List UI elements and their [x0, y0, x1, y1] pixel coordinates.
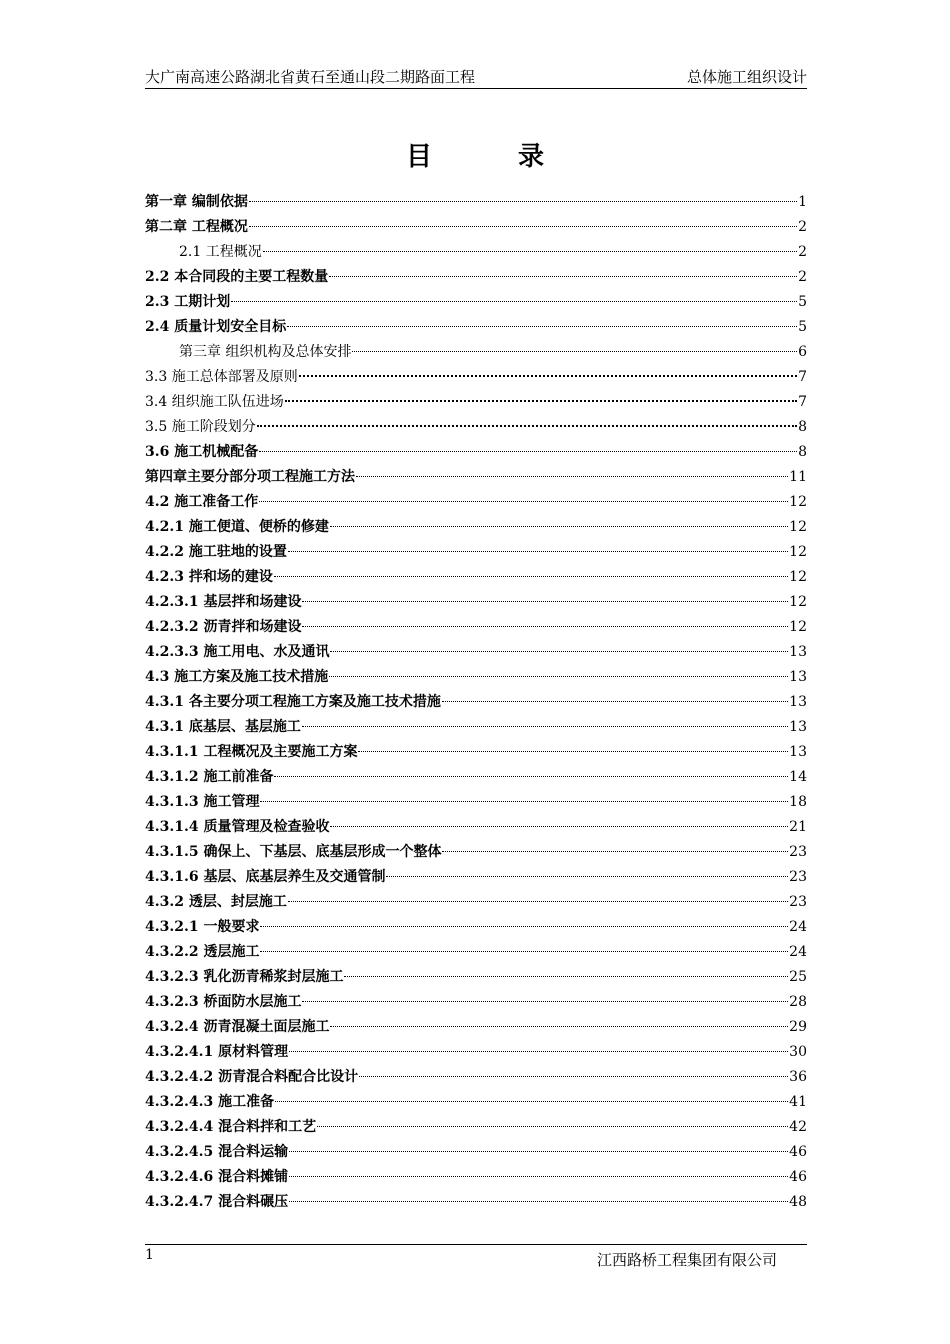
- header-document-type: 总体施工组织设计: [686, 68, 807, 86]
- toc-entry-page: 23: [789, 844, 807, 860]
- toc-entry-label: 3.4 组织施工队伍进场: [145, 394, 284, 410]
- toc-dot-leader: [329, 276, 797, 277]
- toc-dot-leader: [263, 251, 797, 252]
- toc-entry[interactable]: [145, 815, 807, 840]
- toc-entry[interactable]: [145, 265, 807, 290]
- toc-dot-leader: [358, 751, 788, 752]
- toc-entry-label: 第四章主要分部分项工程施工方法: [145, 469, 355, 485]
- toc-entry-page: 12: [789, 494, 807, 510]
- toc-dot-leader: [356, 476, 788, 477]
- toc-entry[interactable]: [145, 565, 807, 590]
- toc-entry-label: 4.2.3.2 沥青拌和场建设: [145, 619, 302, 635]
- toc-entry-page: 7: [798, 394, 807, 410]
- toc-dot-leader: [317, 1126, 788, 1127]
- toc-entry[interactable]: [145, 790, 807, 815]
- toc-entry[interactable]: [145, 1015, 807, 1040]
- toc-dot-leader: [275, 1101, 788, 1102]
- toc-dot-leader: [274, 776, 788, 777]
- toc-dot-leader: [329, 676, 788, 677]
- toc-entry-page: 12: [789, 519, 807, 535]
- toc-entry-label: 4.3.2.4.2 沥青混合料配合比设计: [145, 1069, 359, 1085]
- toc-dot-leader: [344, 976, 788, 977]
- toc-dot-leader: [288, 551, 788, 552]
- toc-entry-page: 14: [789, 769, 807, 785]
- toc-dot-leader: [260, 926, 788, 927]
- toc-entry-label: 4.3.2.3 桥面防水层施工: [145, 994, 302, 1010]
- toc-entry[interactable]: [145, 1165, 807, 1190]
- toc-entry[interactable]: [145, 365, 807, 390]
- toc-entry[interactable]: [145, 765, 807, 790]
- toc-entry-page: 24: [789, 944, 807, 960]
- footer-company-name: 江西路桥工程集团有限公司: [596, 1251, 777, 1269]
- toc-entry[interactable]: [145, 1115, 807, 1140]
- toc-entry-page: 12: [789, 544, 807, 560]
- toc-entry-page: 2: [798, 219, 807, 235]
- toc-entry[interactable]: [145, 965, 807, 990]
- toc-dot-leader: [330, 651, 788, 652]
- toc-dot-leader: [259, 451, 797, 452]
- toc-entry-label: 4.3.2.4.5 混合料运输: [145, 1144, 289, 1160]
- toc-entry-page: 13: [789, 644, 807, 660]
- toc-entry[interactable]: [145, 290, 807, 315]
- toc-dot-leader: [302, 1001, 788, 1002]
- toc-entry-label: 4.3.1.3 施工管理: [145, 794, 260, 810]
- toc-entry[interactable]: [145, 1190, 807, 1215]
- toc-entry-label: 4.3.1 底基层、基层施工: [145, 719, 301, 735]
- toc-dot-leader: [289, 1176, 788, 1177]
- toc-entry-label: 4.3.1 各主要分项工程施工方案及施工技术措施: [145, 694, 441, 710]
- toc-entry-label: 4.3.1.4 质量管理及检查验收: [145, 819, 330, 835]
- toc-entry[interactable]: [145, 340, 807, 365]
- toc-dot-leader: [330, 826, 788, 827]
- toc-entry[interactable]: [145, 465, 807, 490]
- toc-entry-page: 13: [789, 694, 807, 710]
- toc-entry-page: 18: [789, 794, 807, 810]
- toc-entry-page: 5: [798, 319, 807, 335]
- toc-dot-leader: [287, 326, 797, 327]
- toc-entry[interactable]: [145, 515, 807, 540]
- toc-dot-leader: [249, 226, 797, 227]
- toc-entry[interactable]: [145, 190, 807, 215]
- toc-entry[interactable]: [145, 315, 807, 340]
- toc-entry-page: 8: [798, 444, 807, 460]
- toc-entry[interactable]: [145, 415, 807, 440]
- toc-entry-page: 28: [789, 994, 807, 1010]
- toc-entry[interactable]: [145, 665, 807, 690]
- toc-entry-page: 23: [789, 894, 807, 910]
- toc-entry[interactable]: [145, 215, 807, 240]
- toc-dot-leader: [289, 1051, 788, 1052]
- toc-entry-label: 3.5 施工阶段划分: [145, 419, 256, 435]
- toc-entry[interactable]: [145, 615, 807, 640]
- toc-entry[interactable]: [145, 490, 807, 515]
- table-of-contents: [145, 190, 807, 1215]
- toc-entry[interactable]: [145, 540, 807, 565]
- toc-entry-label: 4.3.1.5 确保上、下基层、底基层形成一个整体: [145, 844, 442, 860]
- toc-entry-label: 4.3.2.4 沥青混凝土面层施工: [145, 1019, 330, 1035]
- toc-entry-page: 12: [789, 569, 807, 585]
- toc-entry-label: 3.3 施工总体部署及原则: [145, 369, 298, 385]
- toc-dot-leader: [302, 601, 788, 602]
- toc-entry[interactable]: [145, 890, 807, 915]
- toc-entry-label: 4.3.2 透层、封层施工: [145, 894, 287, 910]
- toc-entry-label: 2.3 工期计划: [145, 294, 231, 310]
- toc-entry-page: 41: [789, 1094, 807, 1110]
- toc-entry[interactable]: [145, 740, 807, 765]
- toc-dot-leader: [288, 901, 788, 902]
- toc-dot-leader: [231, 301, 797, 302]
- toc-entry-page: 13: [789, 744, 807, 760]
- toc-entry[interactable]: [145, 240, 807, 265]
- toc-entry-label: 4.2.1 施工便道、便桥的修建: [145, 519, 329, 535]
- toc-entry-page: 36: [789, 1069, 807, 1085]
- toc-entry-page: 7: [798, 369, 807, 385]
- toc-entry-page: 48: [789, 1194, 807, 1210]
- toc-entry-label: 2.4 质量计划安全目标: [145, 319, 287, 335]
- toc-entry-label: 4.2.3.1 基层拌和场建设: [145, 594, 302, 610]
- toc-entry-page: 46: [789, 1169, 807, 1185]
- toc-dot-leader: [299, 375, 797, 377]
- toc-entry[interactable]: [145, 1065, 807, 1090]
- toc-entry[interactable]: [145, 915, 807, 940]
- toc-dot-leader: [257, 425, 797, 427]
- toc-entry-label: 4.3.2.4.6 混合料摊铺: [145, 1169, 289, 1185]
- toc-entry[interactable]: [145, 690, 807, 715]
- toc-entry-page: 13: [789, 719, 807, 735]
- toc-entry-label: 4.3 施工方案及施工技术措施: [145, 669, 329, 685]
- toc-entry-label: 2.1 工程概况: [179, 244, 262, 260]
- toc-entry-label: 2.2 本合同段的主要工程数量: [145, 269, 329, 285]
- toc-entry[interactable]: [145, 390, 807, 415]
- toc-entry-page: 30: [789, 1044, 807, 1060]
- toc-entry[interactable]: [145, 1040, 807, 1065]
- toc-entry[interactable]: [145, 865, 807, 890]
- toc-entry-label: 4.3.1.6 基层、底基层养生及交通管制: [145, 869, 386, 885]
- toc-entry-page: 6: [798, 344, 807, 360]
- toc-entry-label: 3.6 施工机械配备: [145, 444, 259, 460]
- toc-entry-page: 24: [789, 919, 807, 935]
- toc-entry-label: 4.2.3 拌和场的建设: [145, 569, 273, 585]
- toc-entry-label: 4.2.3.3 施工用电、水及通讯: [145, 644, 330, 660]
- toc-entry-label: 4.2 施工准备工作: [145, 494, 259, 510]
- toc-dot-leader: [442, 851, 788, 852]
- page-footer: [145, 1244, 807, 1269]
- toc-entry-page: 5: [798, 294, 807, 310]
- toc-entry-page: 23: [789, 869, 807, 885]
- toc-entry-page: 12: [789, 594, 807, 610]
- toc-entry-page: 8: [798, 419, 807, 435]
- toc-entry-label: 4.3.2.4.3 施工准备: [145, 1094, 275, 1110]
- toc-dot-leader: [442, 701, 788, 702]
- toc-entry-page: 25: [789, 969, 807, 985]
- toc-entry-label: 第二章 工程概况: [145, 219, 248, 235]
- toc-entry-page: 42: [789, 1119, 807, 1135]
- toc-dot-leader: [359, 1076, 788, 1077]
- toc-entry-page: 13: [789, 669, 807, 685]
- toc-entry-label: 4.3.1.2 施工前准备: [145, 769, 274, 785]
- toc-dot-leader: [274, 576, 788, 577]
- toc-entry[interactable]: [145, 940, 807, 965]
- toc-entry-label: 4.3.1.1 工程概况及主要施工方案: [145, 744, 358, 760]
- toc-dot-leader: [285, 400, 797, 402]
- toc-entry-page: 1: [798, 194, 807, 210]
- toc-entry[interactable]: [145, 440, 807, 465]
- toc-entry-label: 第三章 组织机构及总体安排: [179, 344, 352, 360]
- toc-entry-page: 11: [789, 469, 807, 485]
- header-project-title: 大广南高速公路湖北省黄石至通山段二期路面工程: [145, 68, 476, 86]
- toc-dot-leader: [302, 626, 788, 627]
- toc-entry-label: 4.3.2.3 乳化沥青稀浆封层施工: [145, 969, 344, 985]
- toc-dot-leader: [289, 1201, 788, 1202]
- toc-dot-leader: [330, 1026, 788, 1027]
- footer-page-number: 1: [145, 1247, 154, 1263]
- toc-dot-leader: [260, 801, 788, 802]
- toc-entry[interactable]: [145, 590, 807, 615]
- toc-entry-label: 4.3.2.1 一般要求: [145, 919, 260, 935]
- toc-entry[interactable]: [145, 990, 807, 1015]
- toc-entry-page: 2: [798, 269, 807, 285]
- toc-entry-label: 4.3.2.4.4 混合料拌和工艺: [145, 1119, 317, 1135]
- toc-dot-leader: [352, 351, 797, 352]
- toc-entry-page: 29: [789, 1019, 807, 1035]
- toc-entry-page: 21: [789, 819, 807, 835]
- toc-dot-leader: [302, 726, 788, 727]
- toc-entry-label: 4.2.2 施工驻地的设置: [145, 544, 287, 560]
- toc-entry-page: 2: [798, 244, 807, 260]
- page-title: 目录: [405, 142, 630, 172]
- toc-dot-leader: [289, 1151, 788, 1152]
- toc-entry-label: 第一章 编制依据: [145, 194, 248, 210]
- toc-dot-leader: [330, 526, 788, 527]
- toc-entry-page: 12: [789, 619, 807, 635]
- page-header: [145, 66, 807, 89]
- toc-entry-label: 4.3.2.2 透层施工: [145, 944, 260, 960]
- toc-entry-label: 4.3.2.4.1 原材料管理: [145, 1044, 289, 1060]
- toc-dot-leader: [249, 201, 797, 202]
- toc-entry[interactable]: [145, 715, 807, 740]
- toc-entry[interactable]: [145, 840, 807, 865]
- toc-entry[interactable]: [145, 1140, 807, 1165]
- toc-entry[interactable]: [145, 640, 807, 665]
- toc-dot-leader: [260, 951, 788, 952]
- toc-dot-leader: [259, 501, 788, 502]
- toc-dot-leader: [386, 876, 788, 877]
- toc-entry-page: 46: [789, 1144, 807, 1160]
- toc-entry[interactable]: [145, 1090, 807, 1115]
- toc-entry-label: 4.3.2.4.7 混合料碾压: [145, 1194, 289, 1210]
